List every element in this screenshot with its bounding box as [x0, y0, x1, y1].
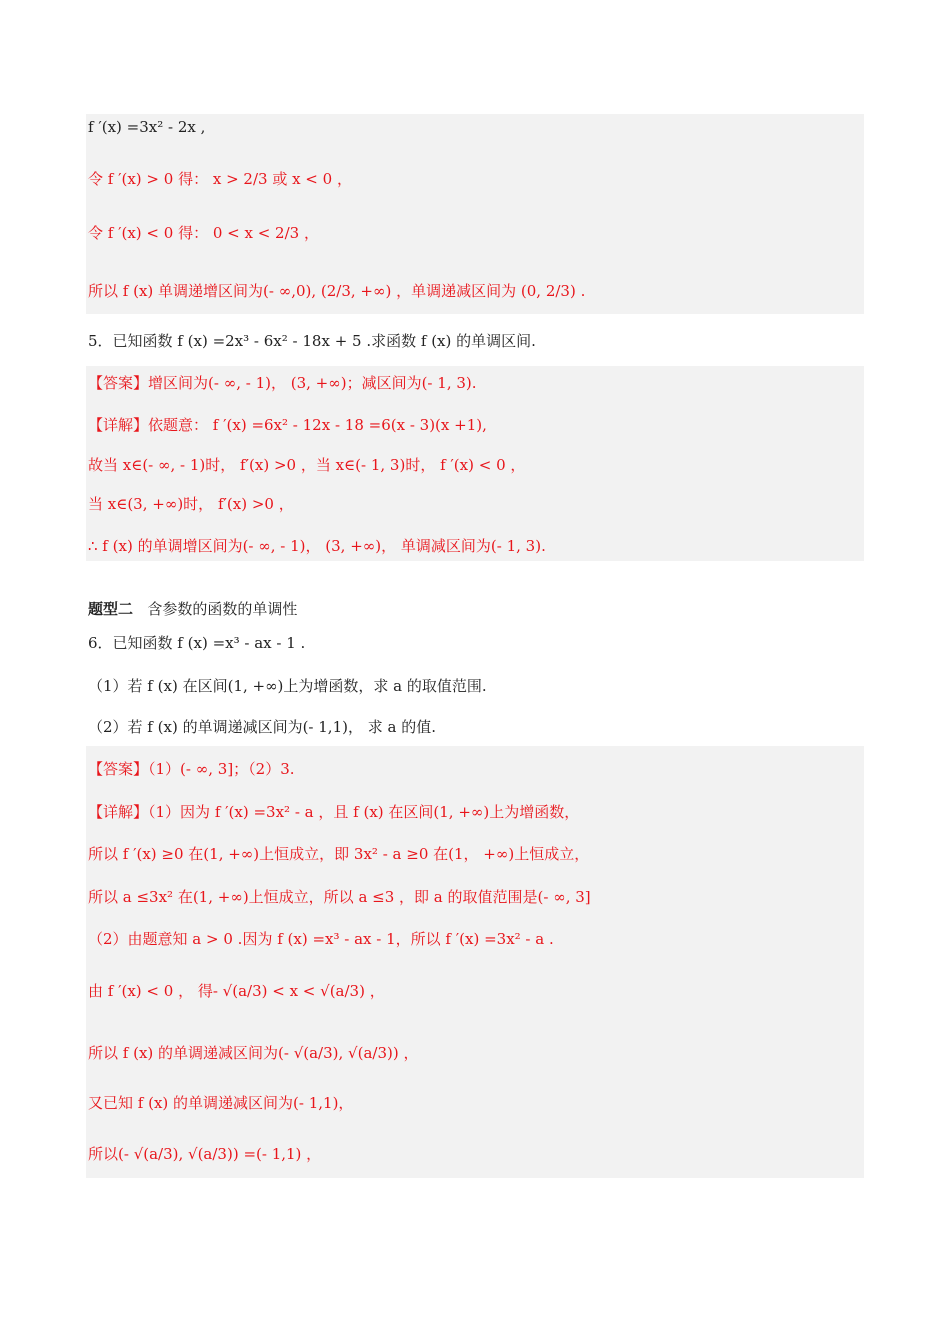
answer-label: 【答案】	[88, 374, 149, 392]
detail-text: 依题意： f ′(x) =6x² - 12x - 18 =6(x - 3)(x +1),	[148, 416, 487, 434]
block1-line-4: 所以 f (x) 单调递增区间为(- ∞,0), (2/3, +∞) ，单调递减区间为 (0, 2/3) .	[88, 282, 586, 300]
question-6-part-2: （2）若 f (x) 的单调递减区间为(- 1,1)， 求 a 的值.	[88, 718, 436, 736]
detail-label: 【详解】	[88, 803, 149, 821]
block1-line-2: 令 f ′(x) > 0 得： x > 2/3 或 x < 0 ，	[88, 170, 352, 188]
detail-text: （1）因为 f ′(x) =3x² - a ，且 f (x) 在区间(1, +∞)上为增函数，	[148, 803, 580, 821]
block2-line-5: ∴ f (x) 的单调增区间为(- ∞, - 1)， (3, +∞)， 单调减区间为(- 1, 3).	[88, 537, 546, 555]
answer-text: 增区间为(- ∞, - 1)， (3, +∞)；减区间为(- 1, 3).	[148, 374, 477, 392]
answer-5	[88, 372, 477, 394]
answer-label: 【答案】	[88, 760, 149, 778]
question-6: 6．已知函数 f (x) =x³ - ax - 1 .	[88, 634, 306, 652]
block3-line-8: 又已知 f (x) 的单调递减区间为(- 1,1)，	[88, 1094, 354, 1112]
block3-line-5: （2）由题意知 a > 0 .因为 f (x) =x³ - ax - 1，所以 f ′(x) =3x² - a .	[88, 930, 554, 948]
answer-text: （1）(- ∞, 3]；（2）3.	[148, 760, 295, 778]
block3-line-9: 所以(- √(a/3), √(a/3)) =(- 1,1) ，	[88, 1145, 322, 1163]
block1-line-3: 令 f ′(x) < 0 得： 0 < x < 2/3 ，	[88, 224, 319, 242]
block3-line-4: 所以 a ≤3x² 在(1, +∞)上恒成立，所以 a ≤3 ，即 a 的取值范围是(- ∞, 3]	[88, 888, 591, 906]
answer-6	[88, 758, 295, 780]
detail-5	[88, 414, 487, 436]
section-label: 题型二	[88, 600, 134, 618]
block2-line-3: 故当 x∈(- ∞, - 1)时， f′(x) >0 ，当 x∈(- 1, 3)时， f ′(x) < 0 ，	[88, 456, 526, 474]
section-heading	[88, 598, 297, 620]
block3-line-3: 所以 f ′(x) ≥0 在(1, +∞)上恒成立，即 3x² - a ≥0 在(1， +∞)上恒成立，	[88, 845, 590, 863]
block2-line-4: 当 x∈(3, +∞)时， f′(x) >0 ，	[88, 495, 294, 513]
block3-line-7: 所以 f (x) 的单调递减区间为(- √(a/3), √(a/3)) ，	[88, 1044, 419, 1062]
section-text: 含参数的函数的单调性	[147, 600, 298, 618]
block1-line-1: f ′(x) =3x² - 2x ,	[88, 118, 206, 136]
question-5: 5．已知函数 f (x) =2x³ - 6x² - 18x + 5 .求函数 f (x) 的单调区间.	[88, 332, 536, 350]
question-6-part-1: （1）若 f (x) 在区间(1, +∞)上为增函数，求 a 的取值范围.	[88, 677, 487, 695]
detail-label: 【详解】	[88, 416, 149, 434]
block3-line-6: 由 f ′(x) < 0 ， 得- √(a/3) < x < √(a/3) ，	[88, 982, 385, 1000]
detail-6	[88, 801, 579, 823]
